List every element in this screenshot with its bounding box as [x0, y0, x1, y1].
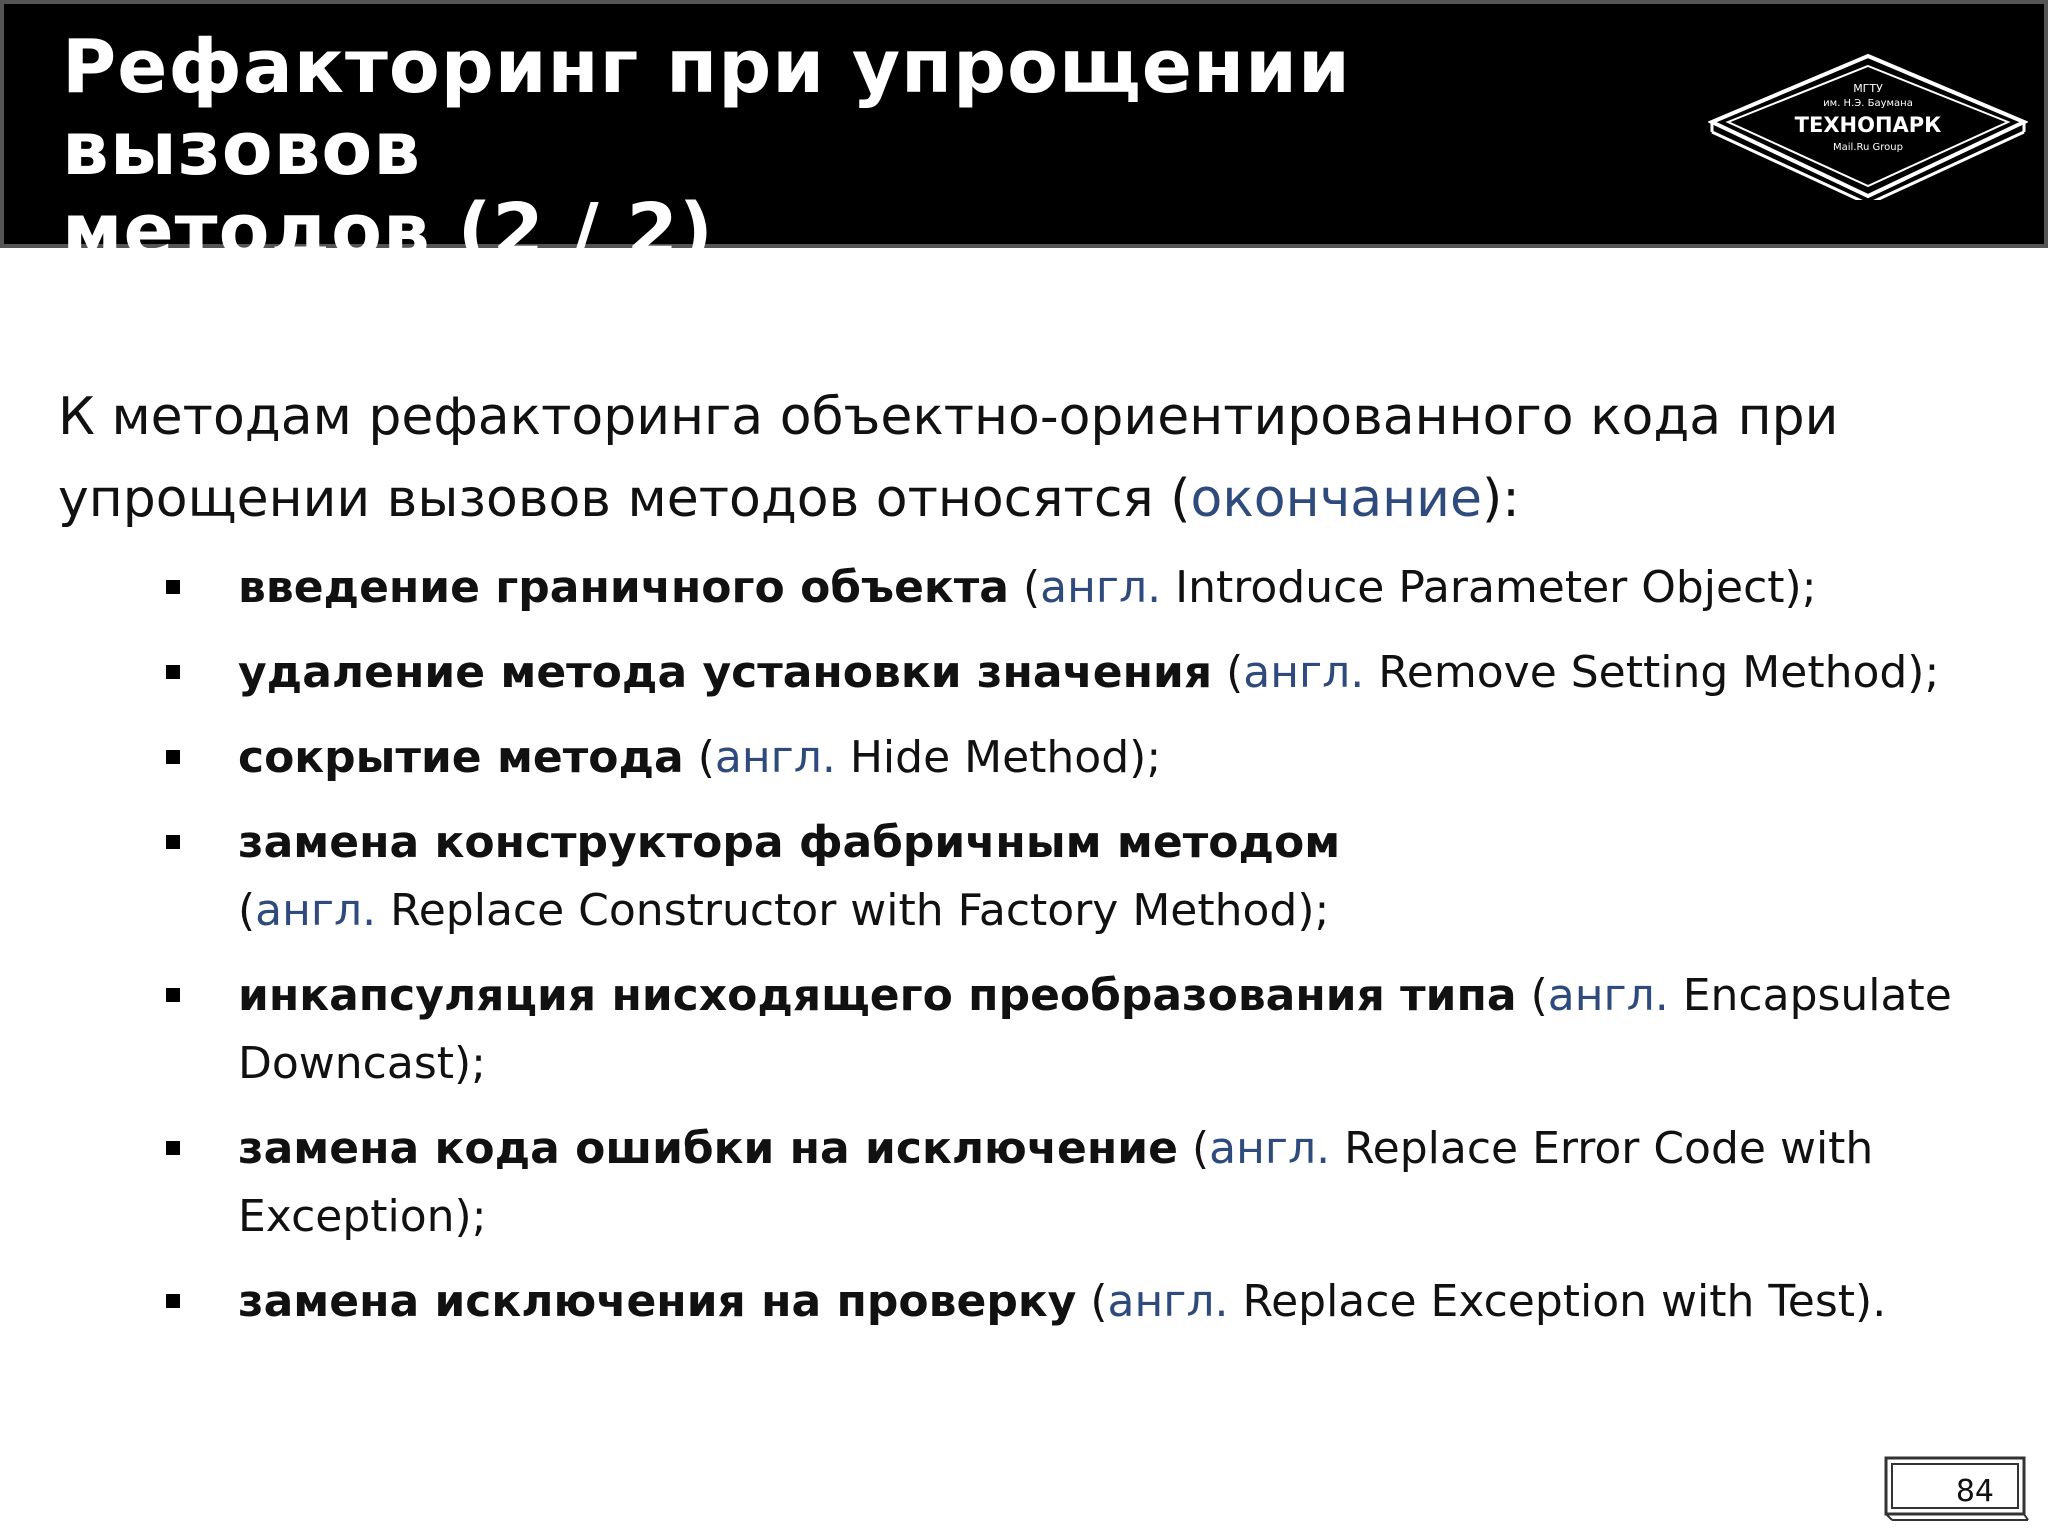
- logo-line-4: Mail.Ru Group: [1833, 142, 1903, 153]
- list-item: [58, 809, 1958, 945]
- item-eng-label: англ.: [1040, 562, 1162, 613]
- technopark-logo: [1708, 52, 2028, 200]
- item-paren: (: [1009, 562, 1041, 613]
- refactoring-list: [58, 554, 1958, 1336]
- item-paren: (: [1076, 1276, 1108, 1327]
- item-term: сокрытие метода: [238, 732, 684, 783]
- item-eng-label: англ.: [255, 885, 377, 936]
- intro-text: К методам рефакторинга объектно-ориентированного кода при упрощении вызовов методов относятся (: [58, 387, 1839, 529]
- item-eng-label: англ.: [1107, 1276, 1229, 1327]
- item-eng-label: англ.: [1243, 647, 1365, 698]
- item-paren: (: [1212, 647, 1244, 698]
- item-english: Encapsulate Downcast);: [238, 970, 1952, 1089]
- bullet-icon: [166, 580, 180, 594]
- item-paren: (: [683, 732, 715, 783]
- page-number-box: [1884, 1456, 2030, 1522]
- item-english: Replace Constructor with Factory Method);: [376, 885, 1330, 936]
- list-item: [58, 962, 1958, 1098]
- item-term: замена исключения на проверку: [238, 1276, 1077, 1327]
- bullet-icon: [166, 835, 180, 849]
- slide-body: [58, 376, 1958, 1353]
- slide-header: [0, 0, 2048, 274]
- item-term: замена кода ошибки на исключение: [238, 1123, 1178, 1174]
- item-english: Remove Setting Method);: [1364, 647, 1940, 698]
- item-term: инкапсуляция нисходящего преобразования типа: [238, 970, 1517, 1021]
- logo-line-3: ТЕХНОПАРК: [1794, 113, 1942, 137]
- item-english: Replace Exception with Test).: [1228, 1276, 1887, 1327]
- slide-title: [62, 26, 1662, 272]
- intro-accent: окончание: [1190, 469, 1482, 529]
- list-item: [58, 724, 1958, 792]
- title-line-1: Рефакторинг при упрощении вызовов: [62, 24, 1351, 192]
- item-english: Replace Error Code with Exception);: [238, 1123, 1874, 1242]
- item-term: удаление метода установки значения: [238, 647, 1213, 698]
- list-item: [58, 639, 1958, 707]
- list-item: [58, 1115, 1958, 1251]
- intro-text-end: ):: [1481, 469, 1520, 529]
- bullet-icon: [166, 665, 180, 679]
- bullet-icon: [166, 988, 180, 1002]
- intro-paragraph: [58, 376, 1958, 540]
- list-item: [58, 1268, 1958, 1336]
- item-paren: (: [1516, 970, 1548, 1021]
- item-paren: (: [238, 885, 256, 936]
- bullet-icon: [166, 1294, 180, 1308]
- logo-line-1: МГТУ: [1853, 82, 1883, 95]
- logo-line-2: им. Н.Э. Баумана: [1823, 98, 1913, 109]
- bullet-icon: [166, 750, 180, 764]
- item-eng-label: англ.: [1547, 970, 1669, 1021]
- item-eng-label: англ.: [714, 732, 836, 783]
- item-english: Hide Method);: [835, 732, 1162, 783]
- item-term: введение граничного объекта: [238, 562, 1009, 613]
- item-eng-label: англ.: [1209, 1123, 1331, 1174]
- list-item: [58, 554, 1958, 622]
- item-english: Introduce Parameter Object);: [1161, 562, 1817, 613]
- page-number: 84: [1955, 1474, 1994, 1509]
- item-paren: (: [1177, 1123, 1210, 1174]
- item-term: замена конструктора фабричным методом: [238, 817, 1341, 868]
- title-line-2: методов (2 / 2): [62, 188, 714, 274]
- bullet-icon: [166, 1141, 180, 1155]
